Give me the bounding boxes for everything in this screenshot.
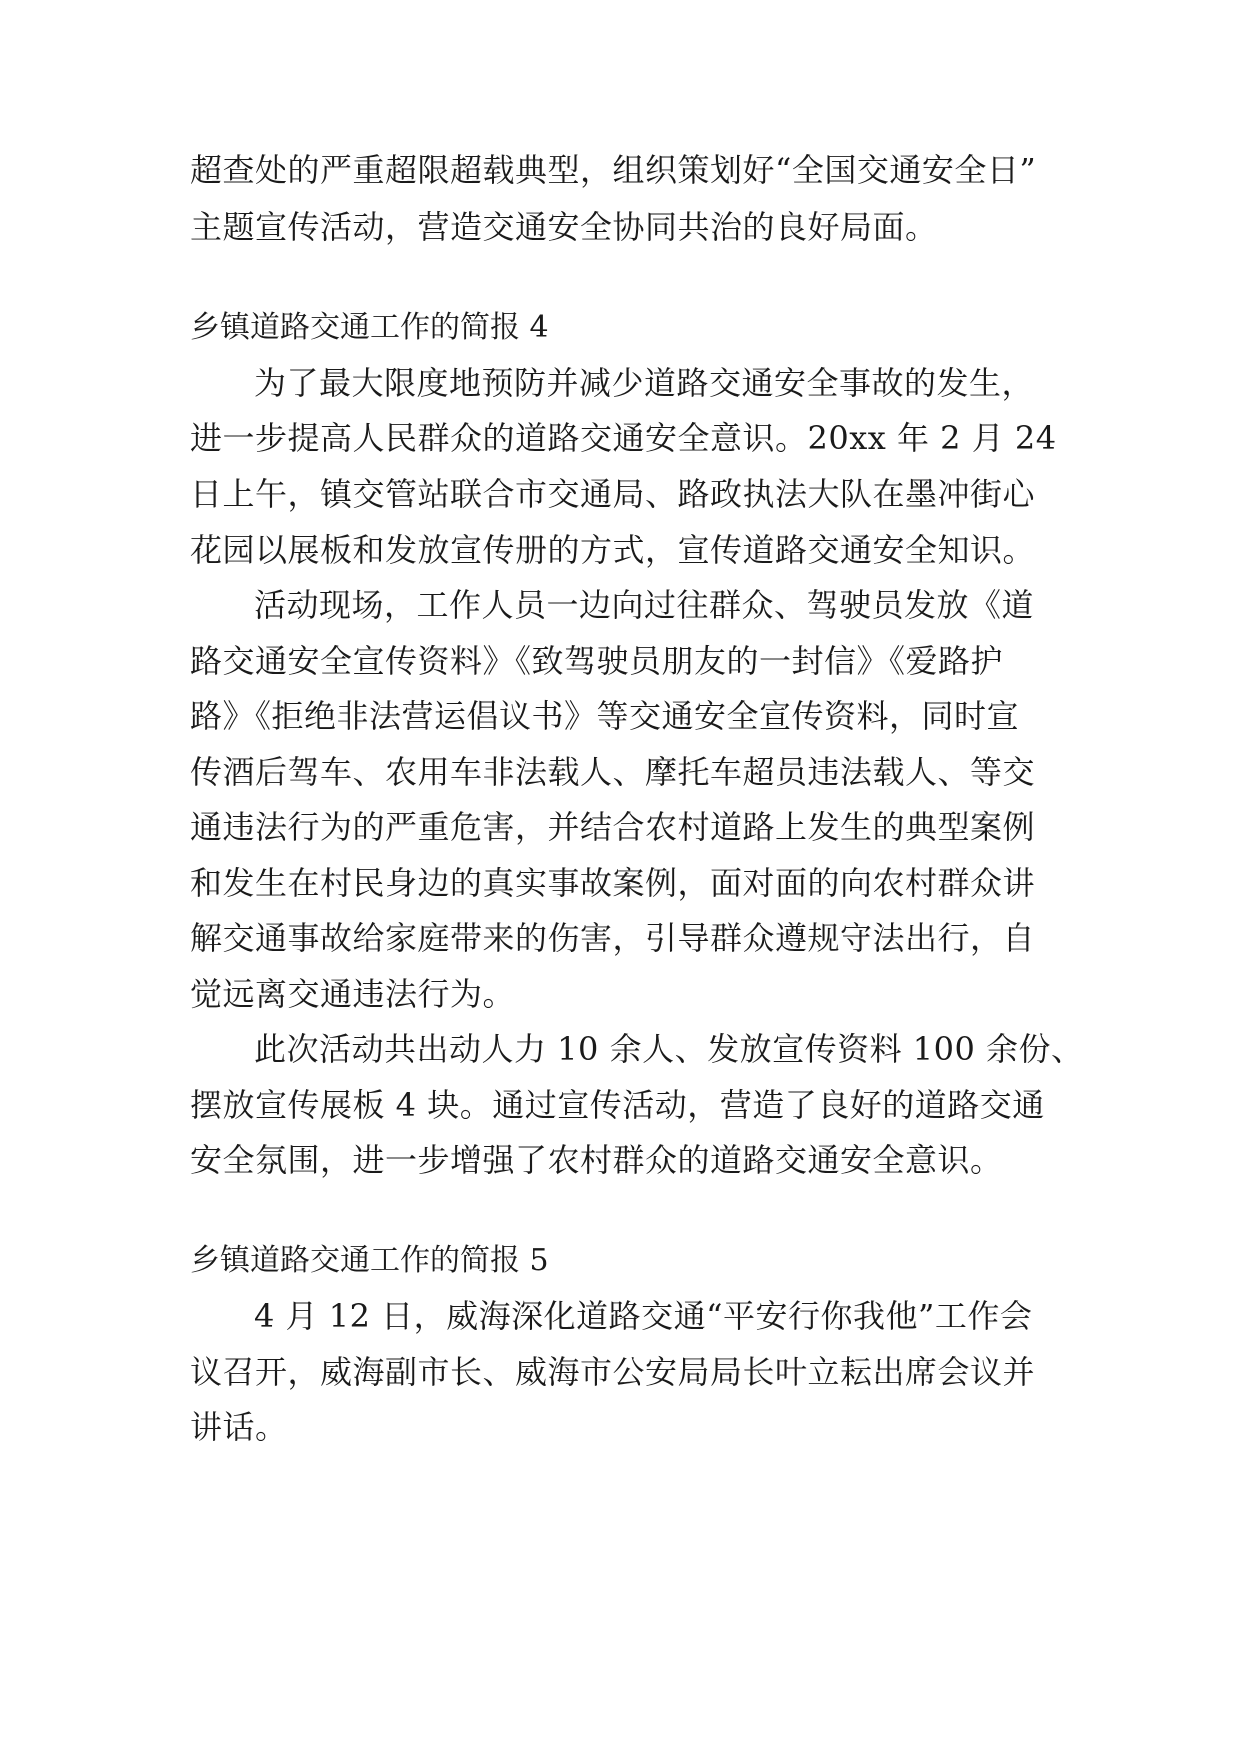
body-text-line: 此次活动共出动人力 10 余人、发放宣传资料 100 余份、 — [254, 1030, 1084, 1068]
body-text-line: 日上午，镇交管站联合市交通局、路政执法大队在墨冲街心 — [190, 475, 1036, 513]
body-text-line: 和发生在村民身边的真实事故案例，面对面的向农村群众讲 — [190, 864, 1036, 902]
body-text-line: 觉远离交通违法行为。 — [190, 975, 516, 1013]
body-text-line: 路交通安全宣传资料》《致驾驶员朋友的一封信》《爱路护 — [190, 642, 1004, 680]
body-text-line: 讲话。 — [190, 1408, 288, 1446]
body-text-line: 主题宣传活动，营造交通安全协同共治的良好局面。 — [190, 208, 938, 246]
body-text-line: 超查处的严重超限超载典型，组织策划好“全国交通安全日” — [190, 151, 1037, 189]
body-text-line: 通违法行为的严重危害，并结合农村道路上发生的典型案例 — [190, 808, 1036, 846]
section-heading-5: 乡镇道路交通工作的简报 5 — [190, 1243, 549, 1278]
body-text-line: 活动现场，工作人员一边向过往群众、驾驶员发放《道 — [254, 586, 1035, 624]
body-text-line: 花园以展板和发放宣传册的方式，宣传道路交通安全知识。 — [190, 531, 1036, 569]
body-text-line: 4 月 12 日，威海深化道路交通“平安行你我他”工作会 — [254, 1297, 1033, 1335]
body-text-line: 安全氛围，进一步增强了农村群众的道路交通安全意识。 — [190, 1141, 1003, 1179]
body-text-line: 解交通事故给家庭带来的伤害，引导群众遵规守法出行，自 — [190, 919, 1036, 957]
body-text-line: 路》《拒绝非法营运倡议书》等交通安全宣传资料，同时宣 — [190, 697, 1020, 735]
body-text-line: 进一步提高人民群众的道路交通安全意识。20xx 年 2 月 24 — [190, 419, 1057, 457]
body-text-line: 为了最大限度地预防并减少道路交通安全事故的发生， — [254, 364, 1035, 402]
body-text-line: 摆放宣传展板 4 块。通过宣传活动，营造了良好的道路交通 — [190, 1086, 1045, 1124]
section-heading-4: 乡镇道路交通工作的简报 4 — [190, 310, 549, 345]
body-text-line: 议召开，威海副市长、威海市公安局局长叶立耘出席会议并 — [190, 1353, 1036, 1391]
body-text-line: 传酒后驾车、农用车非法载人、摩托车超员违法载人、等交 — [190, 753, 1036, 791]
